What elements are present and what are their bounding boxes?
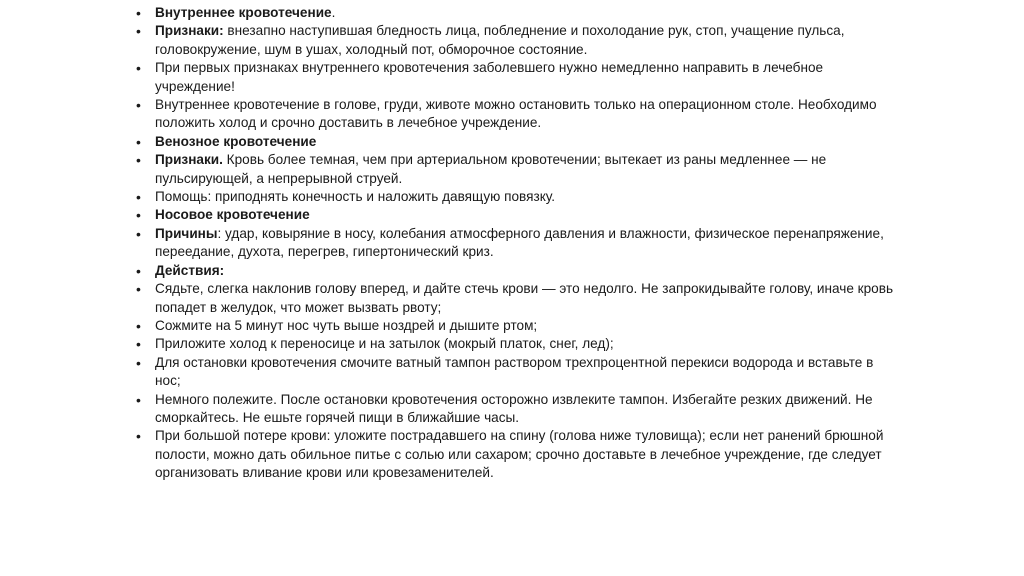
bullet-internal-bleeding-heading [134, 4, 894, 22]
item-text: Немного полежите. После остановки кровотечения осторожно извлеките тампон. Избегайте резких движений. Не сморкайтесь. Не ешьте горячей пищи в ближайшие часы. [155, 391, 873, 425]
bullet-action-blood-loss [134, 427, 894, 482]
bullet-actions-heading [134, 262, 894, 280]
item-text: Внутреннее кровотечение в голове, груди, животе можно остановить только на операционном столе. Необходимо положить холод и срочно доставить в лечебное учреждение. [155, 97, 877, 131]
bullet-list [134, 4, 894, 483]
item-bold: Причины [155, 225, 218, 241]
item-bold: Признаки. [155, 152, 223, 168]
item-bold: Признаки: [155, 23, 224, 39]
bullet-nosebleed-causes [134, 225, 894, 262]
item-bold: Венозное кровотечение [155, 133, 317, 149]
item-text: Сожмите на 5 минут нос чуть выше ноздрей и дышите ртом; [155, 317, 538, 333]
bullet-venous-heading [134, 133, 894, 151]
item-text: : удар, ковыряние в носу, колебания атмосферного давления и влажности, физическое перенапряжение, переедание, духота, перегрев, гипертонический криз. [155, 225, 884, 260]
item-text: внезапно наступившая бледность лица, побледнение и похолодание рук, стоп, учащение пульса, головокружение, шум в ушах, холодный пот, обморочное состояние. [155, 23, 845, 57]
bullet-action-cold [134, 335, 894, 353]
bullet-internal-surgery [134, 96, 894, 133]
item-text: Сядьте, слегка наклонив голову вперед, и дайте стечь крови — это недолго. Не запрокидывайте голову, иначе кровь попадет в желудок, что может вызвать рвоту; [155, 281, 894, 315]
bullet-venous-help [134, 188, 894, 206]
bullet-internal-first-signs [134, 59, 894, 96]
item-bold: Действия: [155, 262, 225, 278]
item-text: Для остановки кровотечения смочите ватный тампон раствором трехпроцентной перекиси водорода и вставьте в нос; [155, 354, 874, 389]
bullet-action-rest [134, 391, 894, 428]
item-bold: Носовое кровотечение [155, 207, 310, 223]
bullet-action-pinch [134, 317, 894, 335]
bullet-venous-signs [134, 151, 894, 188]
item-text: . [331, 5, 336, 20]
bullet-action-sit [134, 280, 894, 317]
item-text: При большой потере крови: уложите пострадавшего на спину (голова ниже туловища); если нет ранений брюшной полости, можно дать обильное питье с солью или сахаром; срочно доставьте в лечебное учреждение, где следует организовать вливание крови или кровезаменителей. [155, 428, 884, 481]
item-bold: Внутреннее кровотечение [155, 5, 332, 20]
item-text: Кровь более темная, чем при артериальном кровотечении; вытекает из раны медленнее — не пульсирующей, а непрерывной струей. [155, 152, 827, 186]
bullet-internal-signs [134, 22, 894, 59]
bullet-action-tampon [134, 354, 894, 391]
item-text: Приложите холод к переносице и на затылок (мокрый платок, снег, лед); [155, 336, 614, 352]
item-text: Помощь: приподнять конечность и наложить давящую повязку. [155, 189, 556, 205]
item-text: При первых признаках внутреннего кровотечения заболевшего нужно немедленно направить в лечебное учреждение! [155, 60, 824, 94]
bullet-nosebleed-heading [134, 206, 894, 224]
